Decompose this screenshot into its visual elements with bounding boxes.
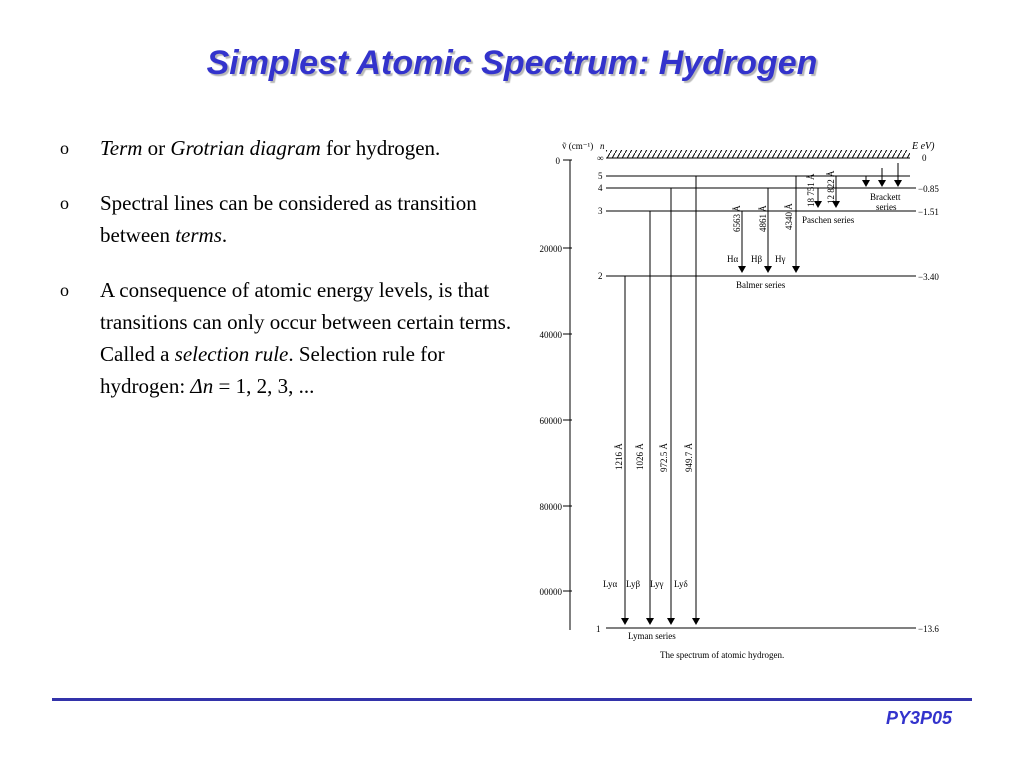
- bullet-marker: o: [60, 193, 69, 213]
- continuum-hatch: [606, 150, 910, 158]
- n-label: 2: [598, 271, 603, 281]
- delta-symbol: Δ: [190, 374, 203, 398]
- bullet-item-1: [60, 132, 515, 164]
- n-symbol: n: [202, 374, 214, 398]
- energy-label: −0.85: [918, 184, 939, 194]
- bullet-text: . Selection rule for hydrogen:: [100, 342, 445, 398]
- balmer-wavelength: 4861 Å: [758, 205, 768, 232]
- bullet-list: [60, 132, 515, 425]
- axis-tick-label: 80000: [539, 502, 562, 512]
- bullet-text: Spectral lines can be considered as transition between: [100, 191, 477, 247]
- footer-divider: [52, 698, 972, 701]
- lyman-series-label: Lyman series: [628, 631, 676, 641]
- energy-label: −3.40: [918, 272, 939, 282]
- bullet-marker: o: [60, 138, 69, 158]
- brackett-series-label: Brackett: [870, 192, 901, 202]
- bullet-item-2: [60, 187, 515, 251]
- n-label: 4: [598, 183, 603, 193]
- balmer-line-label: Hγ: [775, 254, 786, 264]
- lyman-wavelength: 1026 Å: [635, 443, 645, 470]
- lyman-line-label: Lyα: [603, 579, 618, 589]
- n-axis-title: n: [600, 141, 605, 151]
- bullet-text: .: [221, 223, 228, 247]
- energy-label: −1.51: [918, 207, 939, 217]
- brackett-series-label: series: [876, 202, 897, 212]
- balmer-series-label: Balmer series: [736, 280, 786, 290]
- bullet-text: A consequence of atomic energy levels, is that transitions can only occur between certain terms. Called a: [100, 278, 512, 366]
- axis-tick-label: 60000: [539, 416, 562, 426]
- n-label-infinity: ∞: [597, 153, 604, 163]
- paschen-series-label: Paschen series: [802, 215, 855, 225]
- energy-axis-title: E eV): [912, 141, 935, 152]
- balmer-line-label: Hα: [727, 254, 739, 264]
- axis-tick-label: 00000: [539, 587, 562, 597]
- bullet-marker: o: [60, 280, 69, 300]
- energy-label: 0: [922, 153, 927, 163]
- balmer-wavelength: 4340 Å: [784, 203, 794, 230]
- lyman-wavelength: 949.7 Å: [684, 443, 694, 472]
- term-text: Term: [100, 136, 143, 160]
- lyman-wavelength: 1216 Å: [614, 443, 624, 470]
- selection-rule-text: selection rule: [174, 342, 289, 366]
- balmer-line-label: Hβ: [751, 254, 763, 264]
- n-label: 5: [598, 171, 603, 181]
- bullet-text: = 1, 2, 3, ...: [213, 374, 315, 398]
- bullet-text: or: [142, 136, 171, 160]
- wavenumber-axis-title: ṽ (cm⁻¹): [562, 141, 594, 151]
- paschen-wavelength: 18 751 Å: [806, 173, 816, 207]
- axis-tick-label: 0: [555, 156, 560, 166]
- lyman-line-label: Lyδ: [674, 579, 688, 589]
- terms-text: terms: [175, 223, 222, 247]
- grotrian-text: Grotrian diagram: [170, 136, 321, 160]
- n-label: 1: [596, 624, 601, 634]
- balmer-wavelength: 6563 Å: [732, 205, 742, 232]
- n-label: 3: [598, 206, 603, 216]
- grotrian-diagram: [520, 130, 950, 670]
- course-code: PY3P05: [885, 708, 952, 728]
- bullet-text: for hydrogen.: [320, 136, 441, 160]
- diagram-caption: The spectrum of atomic hydrogen.: [660, 650, 785, 660]
- lyman-line-label: Lyβ: [626, 579, 641, 589]
- lyman-wavelength: 972.5 Å: [659, 443, 669, 472]
- paschen-wavelength: 12 822 Å: [826, 170, 836, 204]
- lyman-line-label: Lyγ: [650, 579, 664, 589]
- bullet-item-3: [60, 274, 515, 402]
- axis-tick-label: 40000: [539, 330, 562, 340]
- energy-label: −13.6: [918, 624, 939, 634]
- slide-title: Simplest Atomic Spectrum: Hydrogen: [206, 44, 818, 82]
- axis-tick-label: 20000: [539, 244, 562, 254]
